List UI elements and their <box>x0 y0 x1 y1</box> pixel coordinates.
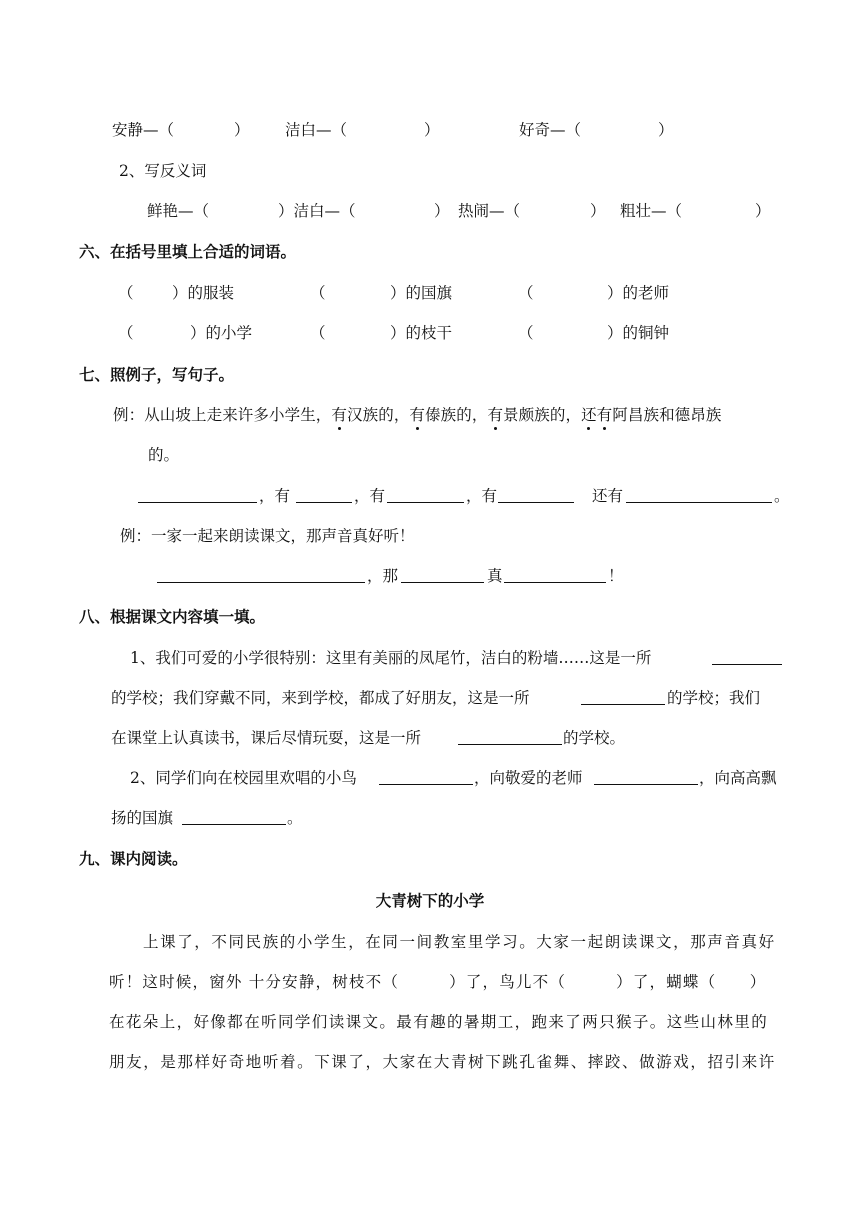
reading-line: 在花朵上，好像都在听同学们读课文。最有趣的暑期工，跑来了两只猴子。这些山林里的 <box>109 1013 769 1031</box>
example-text: 傣族的， <box>425 406 488 424</box>
paren: （ <box>310 324 326 342</box>
syn-item: ） <box>658 121 674 139</box>
example-text: 景颇族的， <box>503 406 582 424</box>
example-text: 汉族的， <box>347 406 410 424</box>
paren: （ <box>118 324 134 342</box>
connector: ，有 <box>354 487 386 505</box>
paren: （ <box>118 284 134 302</box>
answer-blank[interactable] <box>157 566 365 583</box>
emphasis-word: 有 <box>331 406 348 424</box>
ant-item: 热闹—（ <box>458 202 521 220</box>
section-heading-7: 七、照例子，写句子。 <box>79 366 235 384</box>
answer-blank[interactable] <box>626 486 772 503</box>
connector: ！ <box>608 567 624 585</box>
section-heading-9: 九、课内阅读。 <box>79 850 188 868</box>
answer-blank[interactable] <box>387 486 464 503</box>
emphasis-char: 有 <box>596 406 613 424</box>
answer-blank[interactable] <box>138 486 257 503</box>
phrase: ）的服装 <box>172 284 235 302</box>
antonym-heading: 2、写反义词 <box>119 162 207 180</box>
example-2: 例：一家一起来朗读课文，那声音真好听！ <box>120 527 415 545</box>
example-text: 阿昌族和德昂族 <box>612 406 722 424</box>
question-text: 的学校；我们 <box>667 689 761 707</box>
answer-blank[interactable] <box>182 808 286 825</box>
question-text: 在课堂上认真读书，课后尽情玩耍，这是一所 <box>111 729 422 747</box>
connector: ，那 <box>367 567 399 585</box>
question-text: 的学校；我们穿戴不同，来到学校，都成了好朋友，这是一所 <box>111 689 530 707</box>
connector: ，有 <box>259 487 291 505</box>
ant-item: ） <box>590 202 606 220</box>
answer-blank[interactable] <box>401 566 484 583</box>
question-text: 扬的国旗 <box>111 809 174 827</box>
paren: （ <box>310 284 326 302</box>
syn-item: 安静—（ <box>112 121 175 139</box>
paren: （ <box>518 324 534 342</box>
answer-blank[interactable] <box>498 486 574 503</box>
ant-item: 鲜艳—（ <box>147 202 210 220</box>
example-text: 例：从山坡上走来许多小学生， <box>113 406 332 424</box>
syn-item: 洁白—（ <box>285 121 348 139</box>
answer-blank[interactable] <box>296 486 352 503</box>
emphasis-word: 有 <box>409 406 426 424</box>
ant-item: 粗壮—（ <box>620 202 683 220</box>
emphasis-word: 有 <box>487 406 504 424</box>
reading-line: 朋友，是那样好奇地听着。下课了，大家在大青树下跳孔雀舞、摔跤、做游戏，招引来许 <box>109 1053 776 1071</box>
reading-line: 听！这时候，窗外 十分安静，树枝不（ ）了，鸟儿不（ ）了，蝴蝶（ ） <box>109 973 767 991</box>
question-text: 1、我们可爱的小学很特别：这里有美丽的凤尾竹，洁白的粉墙……这是一所 <box>130 649 652 667</box>
ant-item: ） <box>434 202 450 220</box>
question-text: 的学校。 <box>563 729 626 747</box>
emphasis-char: 还 <box>581 406 597 424</box>
syn-item: 好奇—（ <box>519 121 582 139</box>
answer-blank[interactable] <box>594 768 698 785</box>
reading-line: 上课了，不同民族的小学生，在同一间教室里学习。大家一起朗读课文，那声音真好 <box>143 933 776 951</box>
question-text: ，向高高飘 <box>699 769 777 787</box>
question-text: 。 <box>287 809 303 827</box>
phrase: ）的枝干 <box>390 324 453 342</box>
question-text: ，向敬爱的老师 <box>474 769 583 787</box>
phrase: ）的老师 <box>607 284 670 302</box>
connector: ，有 <box>466 487 498 505</box>
paren: （ <box>518 284 534 302</box>
example-1-cont: 的。 <box>148 446 180 464</box>
connector: 还有 <box>592 487 624 505</box>
answer-blank[interactable] <box>458 728 562 745</box>
connector: 真 <box>487 567 503 585</box>
connector: 。 <box>774 487 790 505</box>
answer-blank[interactable] <box>712 648 782 665</box>
phrase: ）的铜钟 <box>607 324 670 342</box>
ant-item: ） <box>755 202 771 220</box>
reading-title: 大青树下的小学 <box>375 892 485 910</box>
phrase: ）的小学 <box>190 324 253 342</box>
phrase: ）的国旗 <box>390 284 453 302</box>
syn-item: ） <box>424 121 440 139</box>
example-1 <box>113 405 721 425</box>
question-text: 2、同学们向在校园里欢唱的小鸟 <box>130 769 357 787</box>
ant-item: ）洁白—（ <box>278 202 356 220</box>
section-heading-6: 六、在括号里填上合适的词语。 <box>79 243 297 261</box>
answer-blank[interactable] <box>504 566 606 583</box>
syn-item: ） <box>234 121 250 139</box>
section-heading-8: 八、根据课文内容填一填。 <box>79 608 266 626</box>
emphasis-word-pair <box>581 406 612 424</box>
answer-blank[interactable] <box>581 688 665 705</box>
answer-blank[interactable] <box>379 768 473 785</box>
